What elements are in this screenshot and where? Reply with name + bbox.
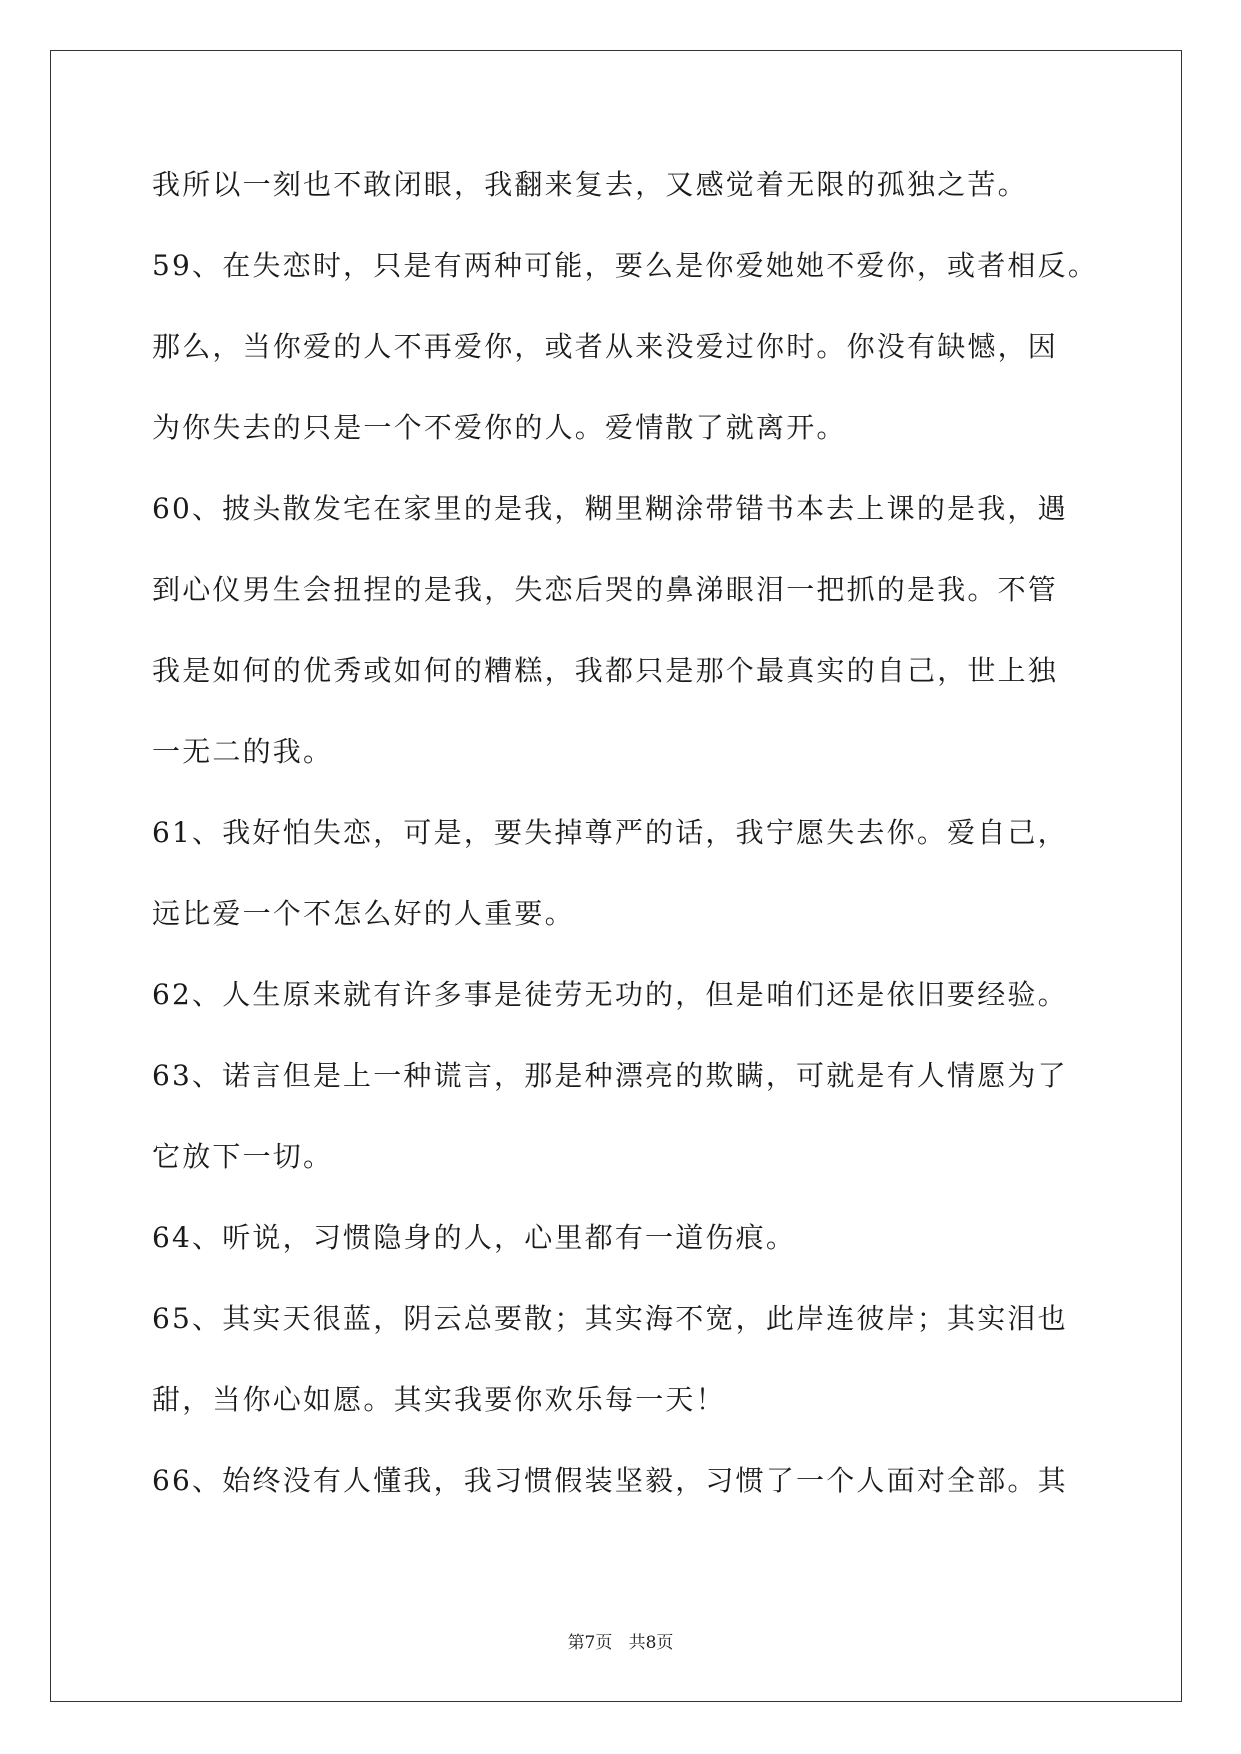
text-line-9: 61、我好怕失恋，可是，要失掉尊严的话，我宁愿失去你。爱自己， <box>152 816 1068 849</box>
text-line-6: 到心仪男生会扭捏的是我，失恋后哭的鼻涕眼泪一把抓的是我。不管 <box>152 573 1059 606</box>
text-line-14: 64、听说，习惯隐身的人，心里都有一道伤痕。 <box>152 1221 797 1254</box>
document-body <box>152 165 1112 1542</box>
footer-spacer <box>612 1633 628 1653</box>
text-line-8: 一无二的我。 <box>152 735 334 768</box>
text-line-1: 我所以一刻也不敢闭眼，我翻来复去，又感觉着无限的孤独之苦。 <box>152 168 1028 201</box>
current-page-number: 第7页 <box>567 1633 613 1653</box>
total-page-count: 共8页 <box>628 1633 674 1653</box>
text-line-12: 63、诺言但是上一种谎言，那是种漂亮的欺瞒，可就是有人情愿为了 <box>152 1059 1068 1092</box>
text-line-5: 60、披头散发宅在家里的是我，糊里糊涂带错书本去上课的是我，遇 <box>152 492 1068 525</box>
text-line-10: 远比爱一个不怎么好的人重要。 <box>152 897 575 930</box>
text-line-7: 我是如何的优秀或如何的糟糕，我都只是那个最真实的自己，世上独 <box>152 654 1059 687</box>
text-line-4: 为你失去的只是一个不爱你的人。爱情散了就离开。 <box>152 411 847 444</box>
text-line-13: 它放下一切。 <box>152 1140 334 1173</box>
text-line-15: 65、其实天很蓝，阴云总要散；其实海不宽，此岸连彼岸；其实泪也 <box>152 1302 1068 1335</box>
text-line-17: 66、始终没有人懂我，我习惯假装坚毅，习惯了一个人面对全部。其 <box>152 1464 1068 1497</box>
page-footer <box>0 1628 1241 1653</box>
text-line-16: 甜，当你心如愿。其实我要你欢乐每一天！ <box>152 1383 726 1416</box>
text-line-11: 62、人生原来就有许多事是徒劳无功的，但是咱们还是依旧要经验。 <box>152 978 1068 1011</box>
text-line-3: 那么，当你爱的人不再爱你，或者从来没爱过你时。你没有缺憾，因 <box>152 330 1059 363</box>
text-line-2: 59、在失恋时，只是有两种可能，要么是你爱她她不爱你，或者相反。 <box>152 249 1099 282</box>
